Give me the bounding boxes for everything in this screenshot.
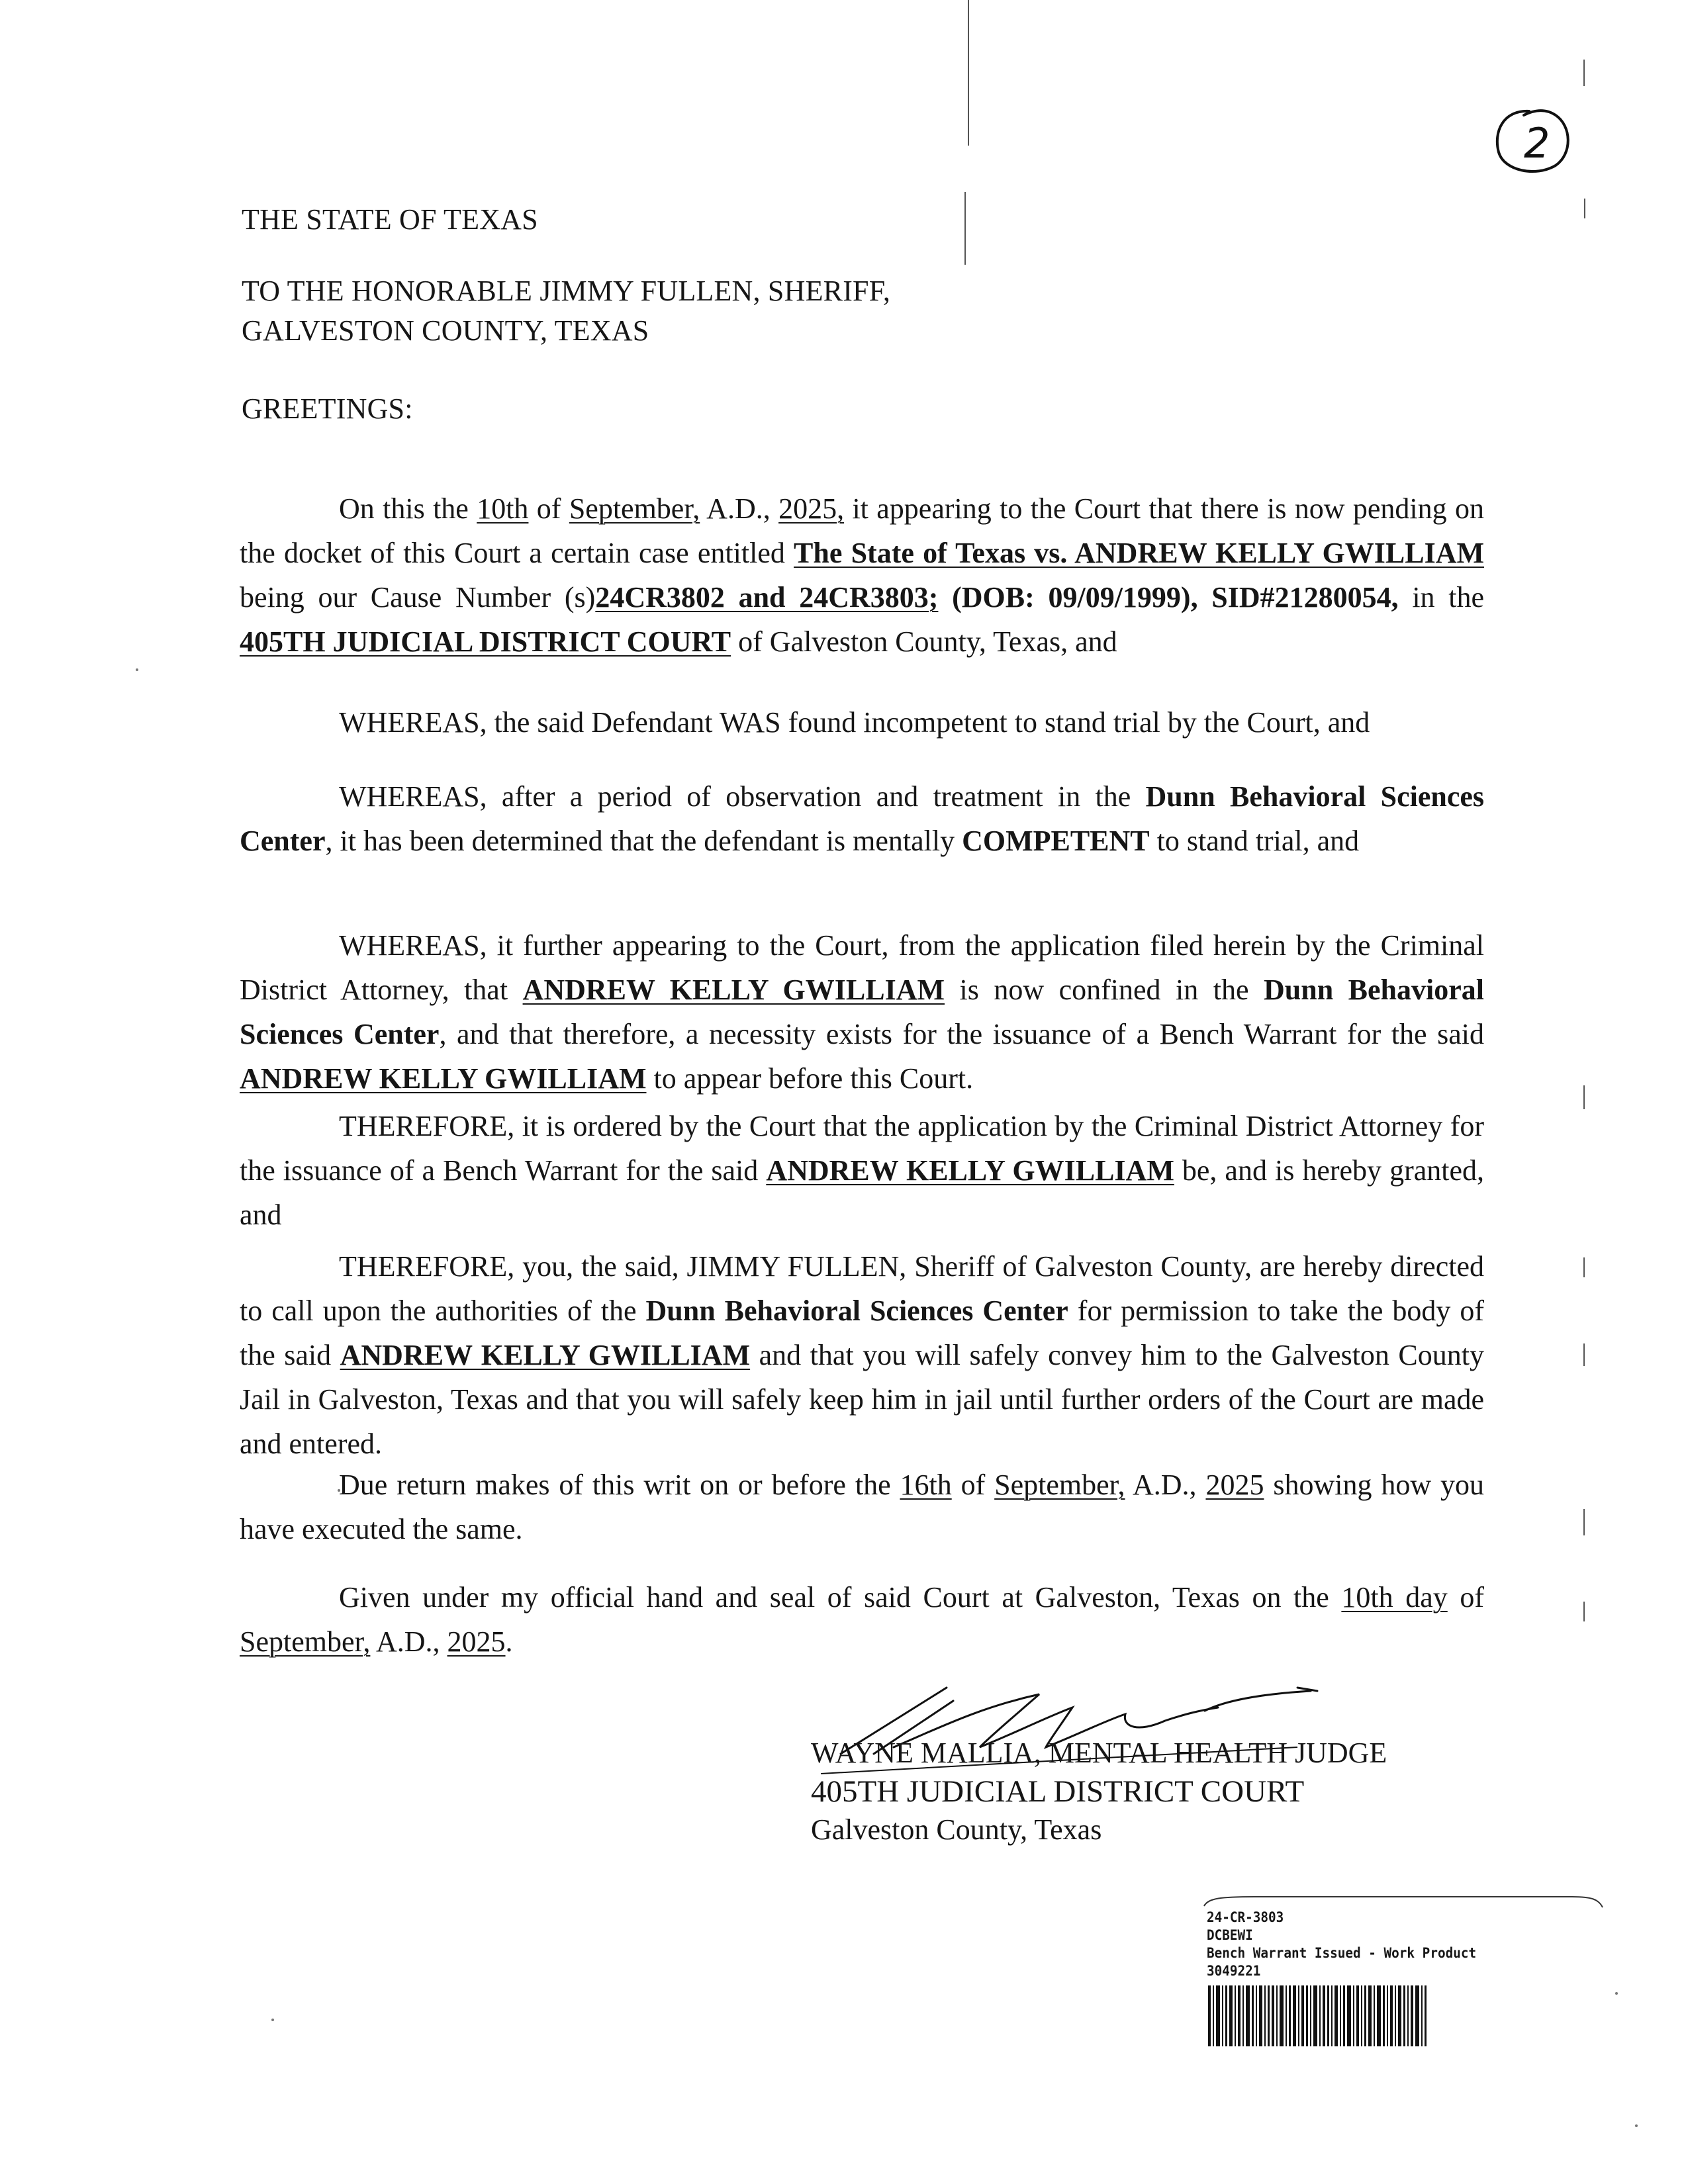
barcode-bar	[1403, 1985, 1405, 2046]
barcode-bar	[1208, 1985, 1211, 2046]
text: , and that therefore, a necessity exists for the issuance of a Bench Warrant for the said	[439, 1018, 1484, 1050]
barcode-bar	[1347, 1985, 1351, 2046]
defendant-name: ANDREW KELLY GWILLIAM	[766, 1154, 1174, 1187]
case-title: The State of Texas vs. ANDREW KELLY GWILLIAM	[794, 537, 1485, 569]
barcode-bar	[1374, 1985, 1375, 2046]
filed-month: September,	[569, 492, 700, 525]
barcode-bar	[1407, 1985, 1409, 2046]
barcode-bar	[1246, 1985, 1250, 2046]
text: Given under my official hand and seal of said Court at Galveston, Texas on the	[339, 1581, 1342, 1614]
scan-edge-mark	[1583, 1257, 1585, 1277]
text: of	[528, 492, 569, 525]
barcode-bar	[1256, 1985, 1257, 2046]
barcode-bar	[1361, 1985, 1362, 2046]
barcode-bar	[1259, 1985, 1262, 2046]
defendant-name: ANDREW KELLY GWILLIAM	[340, 1339, 751, 1371]
barcode-bar	[1235, 1985, 1236, 2046]
addressee-line-2: GALVESTON COUNTY, TEXAS	[242, 314, 649, 347]
barcode	[1208, 1985, 1605, 2046]
barcode-bar	[1286, 1985, 1287, 2046]
greeting-text: GREETINGS:	[242, 392, 413, 425]
barcode-bar	[1238, 1985, 1241, 2046]
return-year: 2025	[1205, 1469, 1264, 1501]
paragraph-incompetent	[240, 700, 1484, 745]
barcode-bar	[1289, 1985, 1291, 2046]
text: be, and is hereby granted, and	[240, 1154, 1485, 1231]
addressee	[242, 271, 890, 351]
text: Due return makes of this writ on or before the	[339, 1469, 900, 1501]
state-heading	[242, 200, 538, 240]
paragraph-given-under-hand	[240, 1575, 1484, 1664]
return-day: 16th	[900, 1469, 952, 1501]
filed-day: 10th	[477, 492, 529, 525]
given-year: 2025	[447, 1625, 506, 1658]
barcode-bar	[1293, 1985, 1296, 2046]
scan-fold-line	[968, 0, 969, 146]
stamp-text-block	[1207, 1909, 1573, 1980]
text: being our Cause Number (s)	[240, 581, 596, 614]
text: it appearing to the Court that there is now pending on the docket of this Court a certain case entitled	[240, 492, 1485, 569]
text: of	[1447, 1581, 1484, 1614]
handwritten-page-number	[1489, 106, 1575, 179]
barcode-bar	[1280, 1985, 1284, 2046]
barcode-bar	[1268, 1985, 1270, 2046]
text: On this the	[339, 492, 477, 525]
text: , it has been determined that the defendant is mentally	[325, 825, 962, 857]
barcode-bar	[1213, 1985, 1214, 2046]
text: of	[951, 1469, 995, 1501]
scan-edge-mark	[1583, 1602, 1585, 1621]
barcode-bar	[1331, 1985, 1333, 2046]
signature-block	[811, 1734, 1387, 1849]
barcode-bar	[1387, 1985, 1388, 2046]
text: of Galveston County, Texas, and	[731, 625, 1117, 658]
text: to appear before this Court.	[646, 1062, 974, 1095]
barcode-bar	[1301, 1985, 1304, 2046]
barcode-bar	[1242, 1985, 1244, 2046]
text: showing how you have executed the same.	[240, 1469, 1485, 1545]
return-month: September,	[994, 1469, 1125, 1501]
scan-edge-mark	[1583, 60, 1585, 86]
given-day: 10th day	[1341, 1581, 1448, 1614]
paragraph-competent	[240, 774, 1484, 863]
barcode-bar	[1390, 1985, 1393, 2046]
facility-name: Dunn Behavioral Sciences Center	[645, 1295, 1068, 1327]
barcode-bar	[1264, 1985, 1266, 2046]
judge-name-title: WAYNE MALLIA, MENTAL HEALTH JUDGE	[811, 1737, 1387, 1769]
paragraph-sheriff-directive	[240, 1244, 1484, 1466]
barcode-bar	[1421, 1985, 1423, 2046]
barcode-bar	[1368, 1985, 1372, 2046]
page-number-text: 2	[1524, 119, 1550, 167]
barcode-bar	[1319, 1985, 1321, 2046]
dob-sid: (DOB: 09/09/1999), SID#21280054,	[938, 581, 1399, 614]
facility-name: Dunn Behavioral Sciences Center	[240, 780, 1485, 857]
defendant-name: ANDREW KELLY GWILLIAM	[240, 1062, 647, 1095]
barcode-bar	[1398, 1985, 1401, 2046]
text: WHEREAS, after a period of observation and treatment in the	[339, 780, 1146, 813]
barcode-bar	[1383, 1985, 1385, 2046]
stamp-border	[1201, 1893, 1605, 1909]
text: to stand trial, and	[1149, 825, 1360, 857]
barcode-bar	[1306, 1985, 1308, 2046]
greeting	[242, 389, 413, 429]
barcode-bar	[1415, 1985, 1419, 2046]
text: WHEREAS, it further appearing to the Court, from the application filed herein by the Criminal District Attorney, that	[240, 929, 1484, 1006]
barcode-bar	[1411, 1985, 1413, 2046]
paragraph-confined	[240, 923, 1484, 1101]
clerk-stamp	[1201, 1893, 1605, 2071]
barcode-bar	[1343, 1985, 1345, 2046]
text: A.D.,	[1125, 1469, 1206, 1501]
judge-county: Galveston County, Texas	[811, 1813, 1102, 1846]
scan-edge-mark	[1583, 1085, 1585, 1109]
barcode-bar	[1356, 1985, 1359, 2046]
barcode-bar	[1395, 1985, 1396, 2046]
paragraph-return-date	[240, 1463, 1484, 1551]
judge-court: 405TH JUDICIAL DISTRICT COURT	[811, 1774, 1305, 1809]
scan-speck	[1615, 1992, 1618, 1995]
barcode-bar	[1298, 1985, 1299, 2046]
text: in the	[1398, 581, 1485, 614]
scan-edge-mark	[1583, 1509, 1585, 1535]
court-name: 405TH JUDICIAL DISTRICT COURT	[240, 625, 731, 658]
barcode-bar	[1272, 1985, 1274, 2046]
scan-edge-mark	[1583, 1343, 1585, 1366]
barcode-bar	[1216, 1985, 1220, 2046]
scan-speck	[1635, 2124, 1638, 2127]
barcode-bar	[1222, 1985, 1223, 2046]
text: WHEREAS, the said Defendant WAS found incompetent to stand trial by the Court, and	[339, 706, 1370, 739]
scan-speck	[271, 2019, 274, 2021]
text: THEREFORE, you, the said, JIMMY FULLEN, Sheriff of Galveston County, are hereby directed to call upon the authorities of the	[240, 1250, 1484, 1327]
paragraph-case-pending	[240, 486, 1484, 664]
stamp-code: DCBEWI	[1207, 1927, 1253, 1943]
text: A.D.,	[700, 492, 779, 525]
barcode-bar	[1364, 1985, 1366, 2046]
barcode-bar	[1340, 1985, 1341, 2046]
barcode-bar	[1377, 1985, 1381, 2046]
scan-edge-mark	[1584, 199, 1585, 218]
addressee-line-1: TO THE HONORABLE JIMMY FULLEN, SHERIFF,	[242, 275, 891, 307]
stamp-description: Bench Warrant Issued - Work Product	[1207, 1945, 1477, 1961]
text: is now confined in the	[945, 974, 1264, 1006]
barcode-bar	[1335, 1985, 1338, 2046]
text: and that you will safely convey him to the Galveston County Jail in Galveston, Texas and that you will safely keep him in jail until further orders of the Court are made and entered.	[240, 1339, 1484, 1460]
barcode-bar	[1310, 1985, 1311, 2046]
scan-fold-line-lower	[964, 192, 966, 265]
barcode-bar	[1327, 1985, 1329, 2046]
competent-label: COMPETENT	[962, 825, 1150, 857]
stamp-doc-number: 3049221	[1207, 1963, 1261, 1979]
barcode-bar	[1313, 1985, 1317, 2046]
stamp-cause-number: 24-CR-3803	[1207, 1909, 1284, 1925]
text: for permission to take the body of the said	[240, 1295, 1485, 1371]
text: A.D.,	[370, 1625, 447, 1658]
state-heading-text: THE STATE OF TEXAS	[242, 203, 538, 236]
facility-name: Dunn Behavioral Sciences Center	[240, 974, 1485, 1050]
text: .	[505, 1625, 513, 1658]
barcode-bar	[1353, 1985, 1354, 2046]
given-month: September,	[240, 1625, 371, 1658]
barcode-bar	[1252, 1985, 1254, 2046]
barcode-bar	[1425, 1985, 1427, 2046]
barcode-bar	[1225, 1985, 1227, 2046]
filed-year: 2025,	[778, 492, 845, 525]
barcode-bar	[1229, 1985, 1233, 2046]
barcode-bar	[1323, 1985, 1325, 2046]
cause-numbers: 24CR3802 and 24CR3803;	[595, 581, 939, 614]
scan-speck	[136, 668, 138, 671]
barcode-bar	[1276, 1985, 1278, 2046]
paragraph-order-granted	[240, 1104, 1484, 1237]
text: THEREFORE, it is ordered by the Court that the application by the Criminal District Attorney for the issuance of a Bench Warrant for the said	[240, 1110, 1484, 1187]
defendant-name: ANDREW KELLY GWILLIAM	[522, 974, 945, 1006]
